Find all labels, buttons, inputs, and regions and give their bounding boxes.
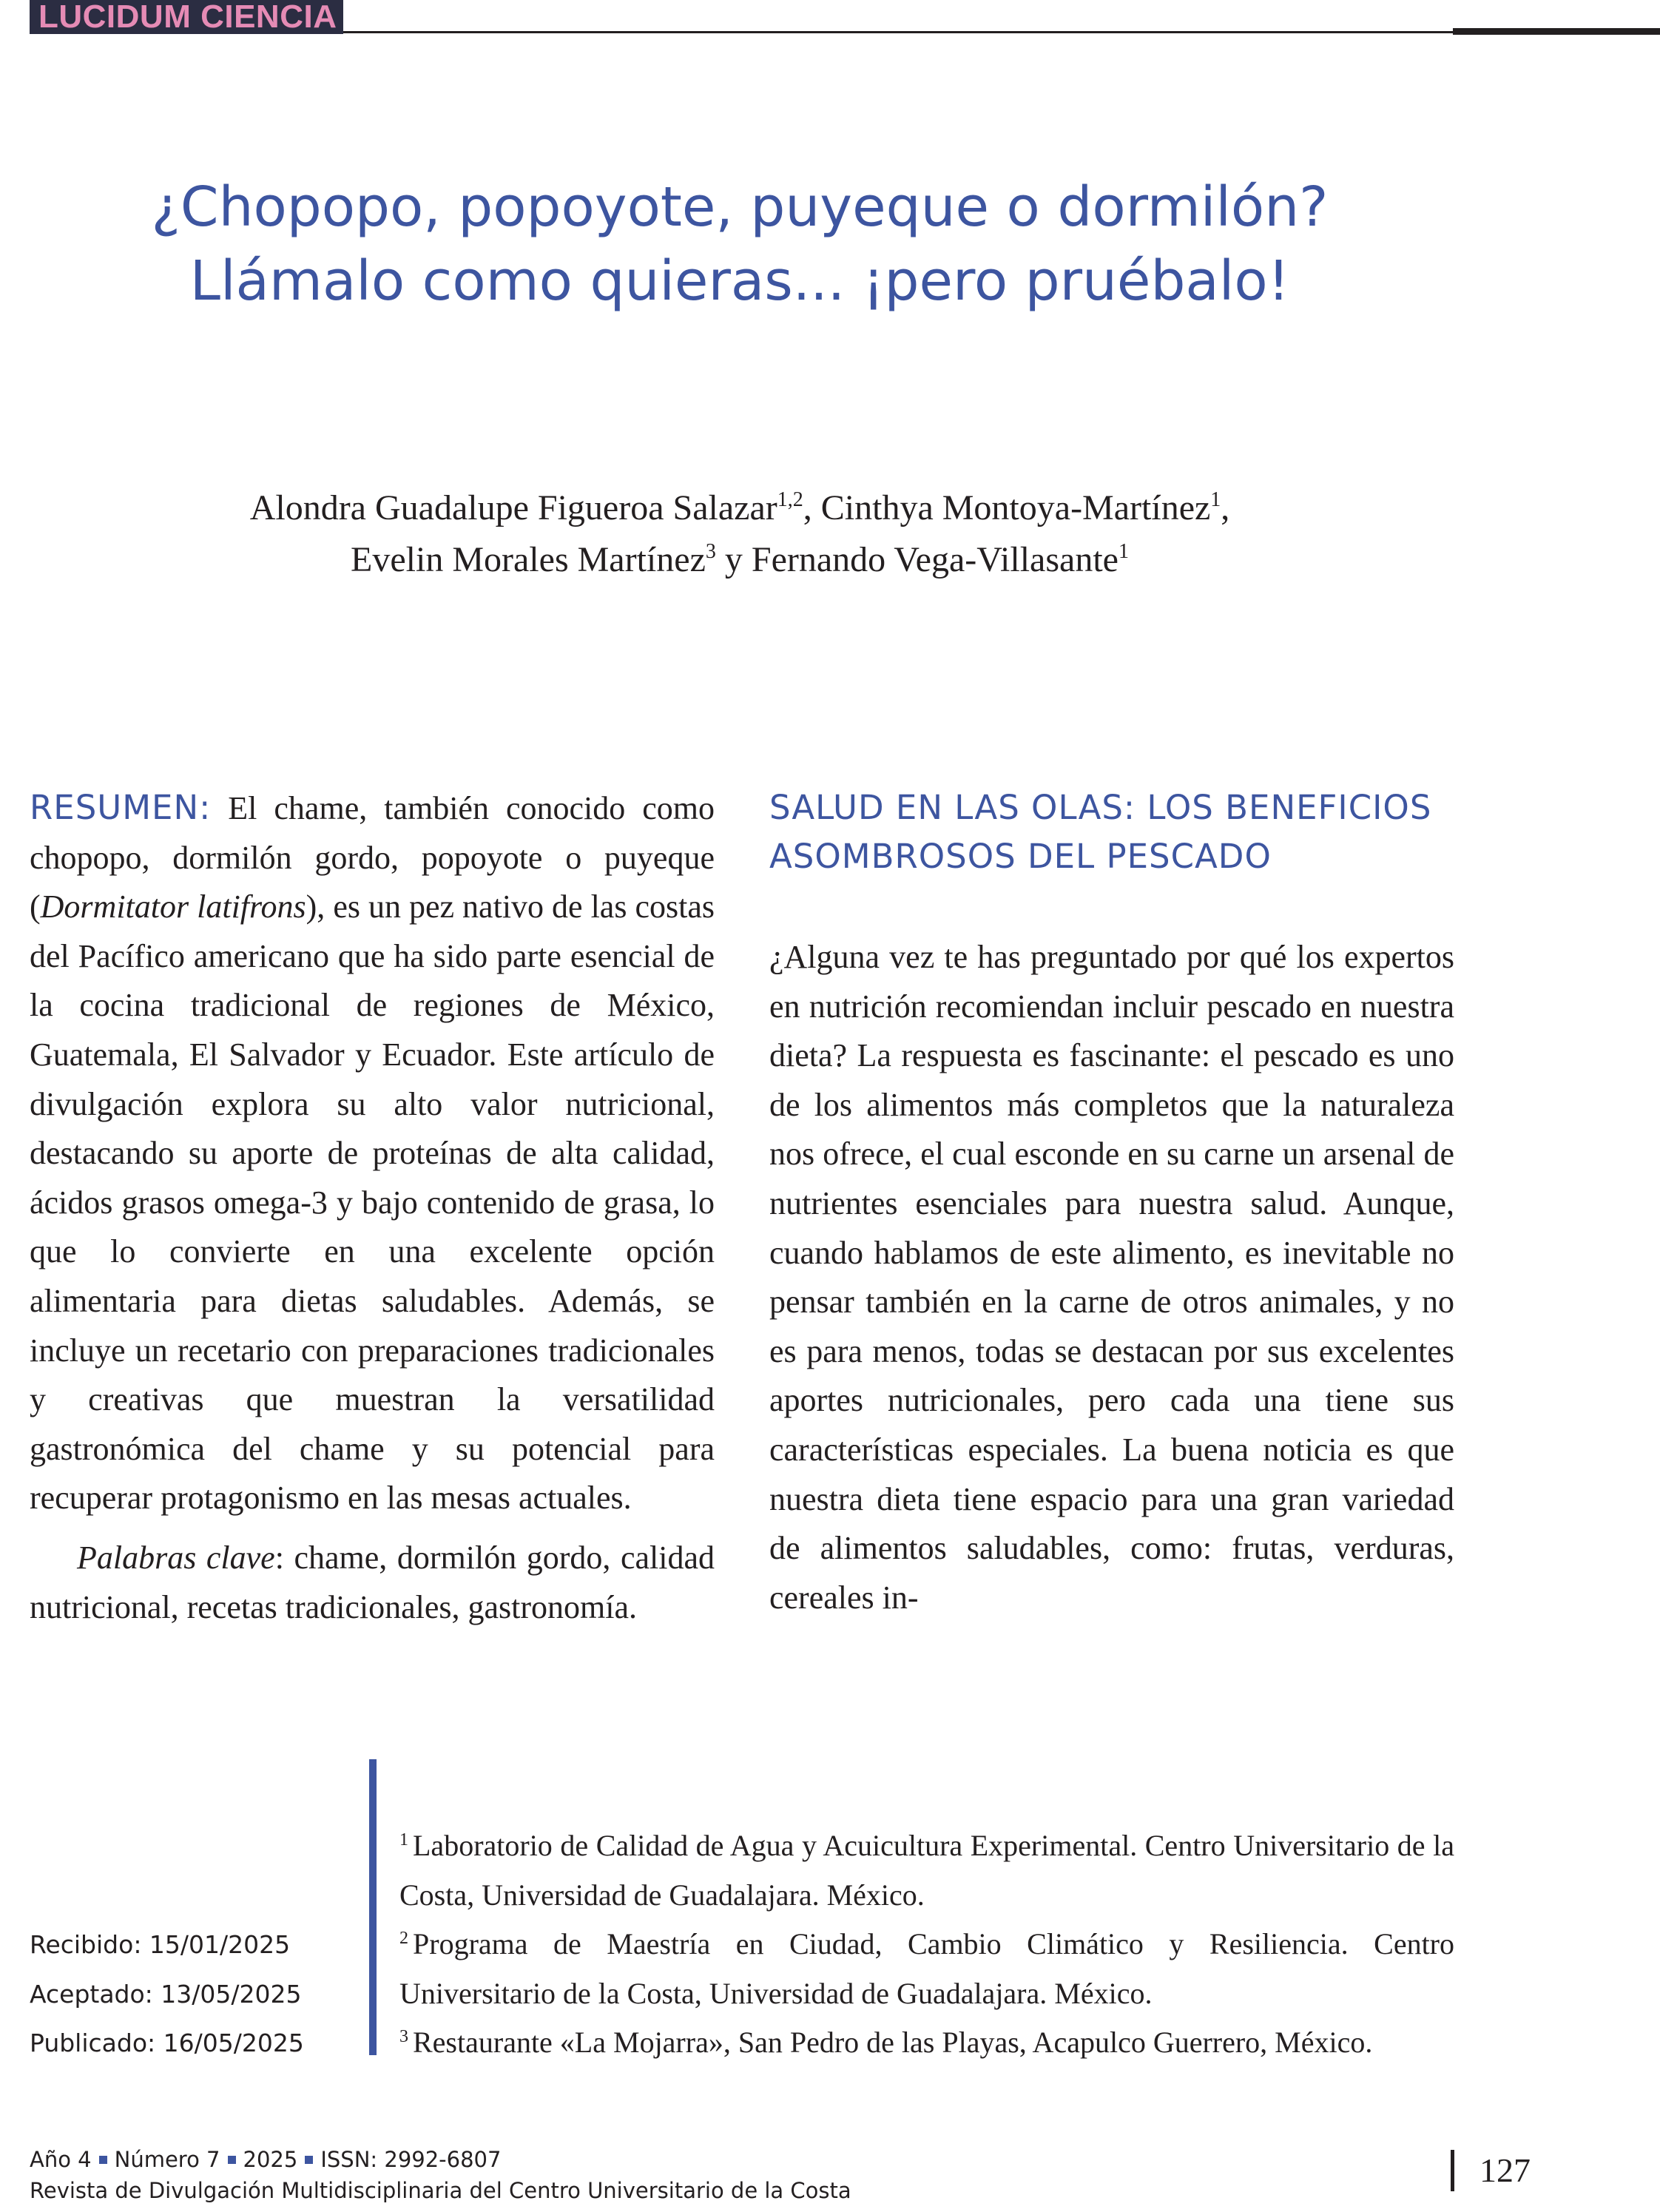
footer-info xyxy=(30,2144,1361,2206)
title-line-2: Llámalo como quieras... ¡pero pruébalo! xyxy=(189,249,1290,313)
author-affiliation: 1 xyxy=(1210,488,1221,511)
author-name: Evelin Morales Martínez xyxy=(351,540,706,579)
abstract-text-2: ), es un pez nativo de las costas del Pacífico americano que ha sido parte esencial de la cocina tradicional de regiones de México, Guatemala, El Salvador y Ecuador. Este artículo de divulgación explora su alto valor nutricional, destacando su aporte de proteínas de alta calidad, ácidos grasos omega-3 y bajo contenido de grasa, lo que lo convierte en una excelente opción alimentaria para dietas saludables. Además, se incluye un recetario con preparaciones tradicionales y creativas que muestran la versatilidad gastronómica del chame y su potencial para recuperar protagonismo en las mesas actuales. xyxy=(30,888,715,1517)
author-affiliation: 1 xyxy=(1118,540,1129,563)
author-line-2 xyxy=(0,534,1480,586)
header-rule xyxy=(343,31,1453,33)
abstract-text-1: El chame, también conocido como chopopo, dormilón gordo, popoyote o puyeque ( xyxy=(30,790,715,925)
publication-dates xyxy=(30,1921,340,2068)
author-name: Cinthya Montoya-Martínez xyxy=(820,488,1211,527)
affiliation-number: 3 xyxy=(399,2027,408,2047)
author-separator: y xyxy=(715,540,752,579)
author-separator: , xyxy=(803,488,821,527)
affiliation-number: 1 xyxy=(399,1830,408,1849)
affiliation-item xyxy=(399,2018,1454,2068)
keywords-text: : chame, dormilón gordo, calidad nutricional, recetas tradicionales, gastronomía. xyxy=(30,1539,715,1625)
issue-line xyxy=(30,2144,1361,2175)
author-line-1 xyxy=(0,482,1480,534)
date-accepted: Aceptado: 13/05/2025 xyxy=(30,1979,302,2009)
issn: ISSN: 2992-6807 xyxy=(320,2147,502,2172)
section-body: ¿Alguna vez te has preguntado por qué los expertos en nutrición recomiendan incluir pescado en nuestra dieta? La respuesta es fascinante: el pescado es uno de los alimentos más completos que la naturaleza nos ofrece, el cual esconde en su carne un arsenal de nutrientes esenciales para nuestra salud. Aunque, cuando hablamos de este alimento, es inevitable no pensar también en la carne de otros animales, y no es para menos, todas se destacan por sus excelentes aportes nutricionales, pero cada una tiene sus características especiales. La buena noticia es que nuestra dieta tiene espacio para una gran variedad de alimentos saludables, como: frutas, verduras, cereales in- xyxy=(769,939,1454,1616)
author-affiliation: 3 xyxy=(705,540,716,563)
abstract xyxy=(30,783,715,1632)
section-heading: SALUD EN LAS OLAS: LOS BENEFICIOS ASOMBROSOS DEL PESCADO xyxy=(769,788,1432,876)
affiliation-item xyxy=(399,1821,1454,1920)
author-affiliation: 1,2 xyxy=(777,488,803,511)
author-name: Alondra Guadalupe Figueroa Salazar xyxy=(249,488,777,527)
affiliation-number: 2 xyxy=(399,1929,408,1949)
section-column xyxy=(769,783,1454,1622)
author-separator: , xyxy=(1221,488,1230,527)
square-bullet-icon xyxy=(305,2156,313,2164)
species-name: Dormitator latifrons xyxy=(40,888,306,925)
issue-number: Número 7 xyxy=(114,2147,220,2172)
author-name: Fernando Vega-Villasante xyxy=(751,540,1119,579)
affiliations-accent-bar xyxy=(369,1759,377,2055)
square-bullet-icon xyxy=(228,2156,236,2164)
keywords-label: Palabras clave xyxy=(77,1539,275,1576)
affiliation-text: Programa de Maestría en Ciudad, Cambio Climático y Resiliencia. Centro Universitario de la Costa, Universidad de Guadalajara. México. xyxy=(399,1927,1454,2010)
abstract-paragraph xyxy=(30,783,715,1523)
date-published: Publicado: 16/05/2025 xyxy=(30,2029,304,2058)
affiliation-item xyxy=(399,1920,1454,2018)
square-bullet-icon xyxy=(99,2156,107,2164)
title-line-1: ¿Chopopo, popoyote, puyeque o dormilón? xyxy=(151,175,1329,239)
journal-tag: LUCIDUM CIENCIA xyxy=(30,0,343,34)
page-number: 127 xyxy=(1480,2151,1531,2189)
header-rule-thick xyxy=(1453,28,1660,35)
journal-full-name: Revista de Divulgación Multidisciplinaria del Centro Universitario de la Costa xyxy=(30,2178,851,2203)
abstract-label: RESUMEN: xyxy=(30,788,212,827)
issue-pub-year: 2025 xyxy=(243,2147,298,2172)
author-list xyxy=(0,482,1480,586)
affiliations xyxy=(399,1821,1454,2068)
footer-divider xyxy=(1451,2150,1454,2191)
date-received: Recibido: 15/01/2025 xyxy=(30,1930,291,1959)
issue-year: Año 4 xyxy=(30,2147,92,2172)
keywords-paragraph xyxy=(30,1534,715,1632)
article-title xyxy=(0,170,1480,318)
affiliation-text: Laboratorio de Calidad de Agua y Acuicultura Experimental. Centro Universitario de la Costa, Universidad de Guadalajara. México. xyxy=(399,1829,1454,1912)
affiliation-text: Restaurante «La Mojarra», San Pedro de las Playas, Acapulco Guerrero, México. xyxy=(413,2026,1373,2060)
